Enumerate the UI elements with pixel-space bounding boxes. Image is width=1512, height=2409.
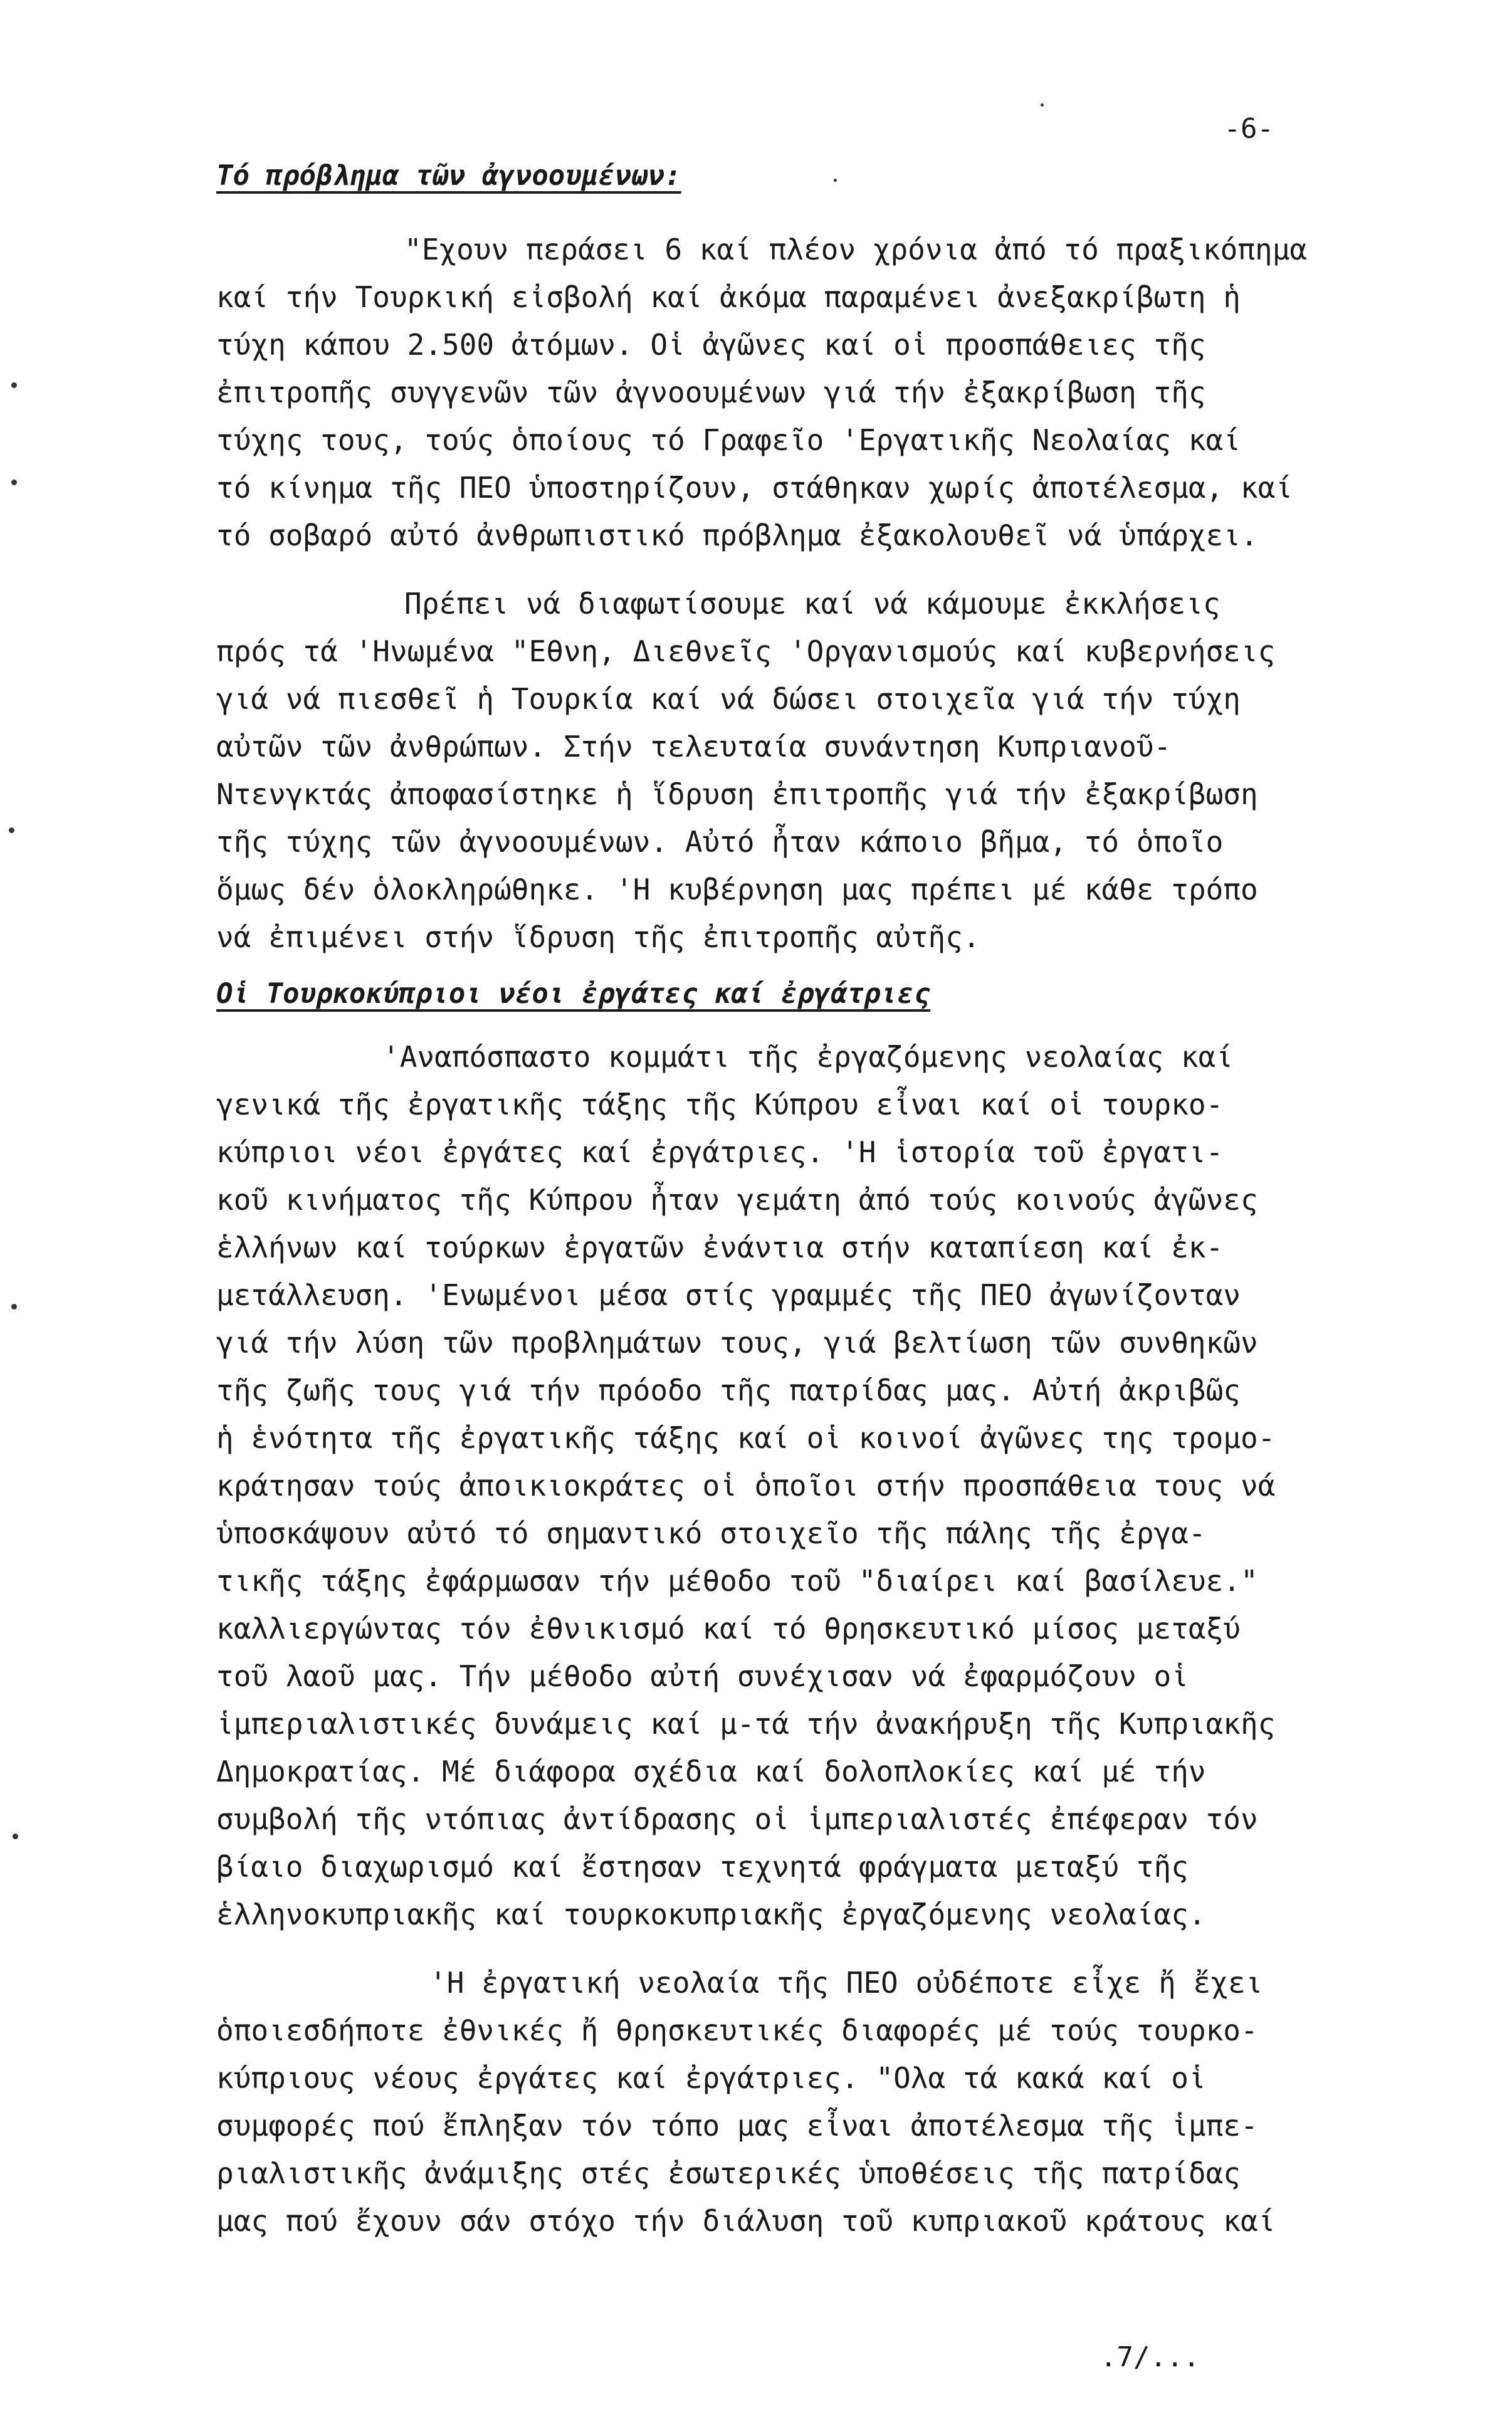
text-line: βίαιο διαχωρισμό καί ἔστησαν τεχνητά φράγματα μεταξύ τῆς	[216, 1850, 1189, 1884]
text-line: πρός τά 'Ηνωμένα "Εθνη, Διεθνεῖς 'Οργανισμούς καί κυβερνήσεις	[216, 634, 1276, 668]
paragraph-turkish-cypriot-1	[216, 1033, 1351, 1938]
text-line: κύπριους νέους ἐργάτες καί ἐργάτριες. "Ολα τά κακά καί οἱ	[216, 2061, 1206, 2095]
text-line: τῆς τύχης τῶν ἀγνοουμένων. Αὐτό ἦταν κάποιο βῆμα, τό ὁποῖο	[216, 825, 1224, 859]
text-line: ἡ ἑνότητα τῆς ἐργατικῆς τάξης καί οἱ κοινοί ἀγῶνες της τρομο-	[216, 1421, 1276, 1455]
text-line: γιά νά πιεσθεῖ ἡ Τουρκία καί νά δώσει στοιχεῖα γιά τήν τύχη	[216, 682, 1241, 716]
text-line: Ντενγκτάς ἀποφασίστηκε ἡ ἵδρυση ἐπιτροπῆς γιά τήν ἐξακρίβωση	[216, 777, 1258, 811]
section-heading-missing-persons: Τό πρόβλημα τῶν ἀγνοουμένων:	[216, 160, 681, 192]
text-line: τό κίνημα τῆς ΠΕΟ ὑποστηρίζουν, στάθηκαν χωρίς ἀποτέλεσμα, καί	[216, 471, 1293, 505]
text-line: τῆς ζωῆς τους γιά τήν πρόοδο τῆς πατρίδας μας. Αὐτή ἀκριβῶς	[216, 1373, 1241, 1407]
text-line: τύχη κάπου 2.500 ἀτόμων. Οἱ ἀγῶνες καί οἱ προσπάθειες τῆς	[216, 328, 1206, 362]
text-line: ἑλληνοκυπριακῆς καί τουρκοκυπριακῆς ἐργαζόμενης νεολαίας.	[216, 1897, 1206, 1931]
text-line: 'Η ἐργατική νεολαία τῆς ΠΕΟ οὐδέποτε εἶχε ἤ ἔχει	[429, 1966, 1263, 2000]
text-line: μετάλλευση. 'Ενωμένοι μέσα στίς γραμμές τῆς ΠΕΟ ἀγωνίζονταν	[216, 1278, 1241, 1312]
text-line: ἐπιτροπῆς συγγενῶν τῶν ἀγνοουμένων γιά τήν ἐξακρίβωση τῆς	[216, 375, 1206, 409]
scan-speck	[13, 1834, 18, 1839]
text-line: κοῦ κινήματος τῆς Κύπρου ἦταν γεμάτη ἀπό τούς κοινούς ἀγῶνες	[216, 1183, 1258, 1217]
text-line: τό σοβαρό αὐτό ἀνθρωπιστικό πρόβλημα ἐξακολουθεῖ νά ὑπάρχει.	[216, 518, 1258, 552]
scan-speck	[11, 480, 17, 485]
scan-speck	[11, 382, 17, 388]
text-line: νά ἐπιμένει στήν ἵδρυση τῆς ἐπιτροπῆς αὐτῆς.	[216, 920, 980, 954]
text-line: συμβολή τῆς ντόπιας ἀντίδρασης οἱ ἱμπεριαλιστές ἐπέφεραν τόν	[216, 1802, 1258, 1836]
scan-speck	[1041, 103, 1044, 107]
text-line: τικῆς τάξης ἐφάρμωσαν τήν μέθοδο τοῦ "διαίρει καί βασίλευε."	[216, 1564, 1258, 1598]
text-line: ἱμπεριαλιστικές δυνάμεις καί μ-τά τήν ἀνακήρυξη τῆς Κυπριακῆς	[216, 1707, 1276, 1741]
text-line: αὐτῶν τῶν ἀνθρώπων. Στήν τελευταία συνάντηση Κυπριανοῦ-	[216, 730, 1172, 764]
text-line: Δημοκρατίας. Μέ διάφορα σχέδια καί δολοπλοκίες καί μέ τήν	[216, 1755, 1206, 1788]
text-line: γιά τήν λύση τῶν προβλημάτων τους, γιά βελτίωση τῶν συνθηκῶν	[216, 1326, 1258, 1360]
text-line: ριαλιστικῆς ἀνάμιξης στές ἐσωτερικές ὑποθέσεις τῆς πατρίδας	[216, 2156, 1241, 2190]
text-line: καλλιεργώντας τόν ἐθνικισμό καί τό θρησκευτικό μίσος μεταξύ	[216, 1612, 1241, 1645]
text-line: κράτησαν τούς ἀποικιοκράτες οἱ ὁποῖοι στήν προσπάθεια τους νά	[216, 1469, 1276, 1503]
text-line: συμφορές πού ἔπληξαν τόν τόπο μας εἶναι ἀποτέλεσμα τῆς ἱμπε-	[216, 2109, 1258, 2143]
continuation-marker: .7/...	[1100, 2341, 1200, 2373]
text-line: ὑποσκάψουν αὐτό τό σημαντικό στοιχεῖο τῆς πάλης τῆς ἐργα-	[216, 1516, 1206, 1550]
scan-speck	[11, 1304, 17, 1309]
section-heading-turkish-cypriot-workers: Οἱ Τουρκοκύπριοι νέοι ἐργάτες καί ἐργάτριες	[216, 978, 931, 1010]
text-line: ὅμως δέν ὁλοκληρώθηκε. 'Η κυβέρνηση μας πρέπει μέ κάθε τρόπο	[216, 873, 1258, 906]
text-line: Πρέπει νά διαφωτίσουμε καί νά κάμουμε ἐκκλήσεις	[404, 587, 1221, 621]
scan-speck	[9, 827, 14, 833]
text-line: ὁποιεσδήποτε ἐθνικές ἤ θρησκευτικές διαφορές μέ τούς τουρκο-	[216, 2013, 1258, 2047]
text-line: καί τήν Τουρκική εἰσβολή καί ἀκόμα παραμένει ἀνεξακρίβωτη ἡ	[216, 280, 1241, 314]
paragraph-missing-persons-1	[216, 226, 1351, 559]
text-line: μας πού ἔχουν σάν στόχο τήν διάλυση τοῦ κυπριακοῦ κράτους καί	[216, 2204, 1276, 2238]
paragraph-missing-persons-2	[216, 580, 1351, 961]
text-line: κύπριοι νέοι ἐργάτες καί ἐργάτριες. 'Η ἱστορία τοῦ ἐργατι-	[216, 1135, 1224, 1169]
paragraph-turkish-cypriot-2	[216, 1959, 1351, 2245]
text-line: 'Αναπόσπαστο κομμάτι τῆς ἐργαζόμενης νεολαίας καί	[382, 1040, 1234, 1074]
scan-speck	[834, 179, 837, 182]
text-line: ἑλλήνων καί τούρκων ἐργατῶν ἐνάντια στήν καταπίεση καί ἐκ-	[216, 1231, 1224, 1264]
text-line: τοῦ λαοῦ μας. Τήν μέθοδο αὐτή συνέχισαν νά ἐφαρμόζουν οἱ	[216, 1659, 1189, 1693]
text-line: τύχης τους, τούς ὁποίους τό Γραφεῖο 'Εργατικῆς Νεολαίας καί	[216, 423, 1241, 457]
text-line: "Εχουν περάσει 6 καί πλέον χρόνια ἀπό τό πραξικόπημα	[404, 233, 1308, 266]
page-number: -6-	[1224, 113, 1274, 145]
text-line: γενικά τῆς ἐργατικῆς τάξης τῆς Κύπρου εἶναι καί οἱ τουρκο-	[216, 1088, 1224, 1121]
